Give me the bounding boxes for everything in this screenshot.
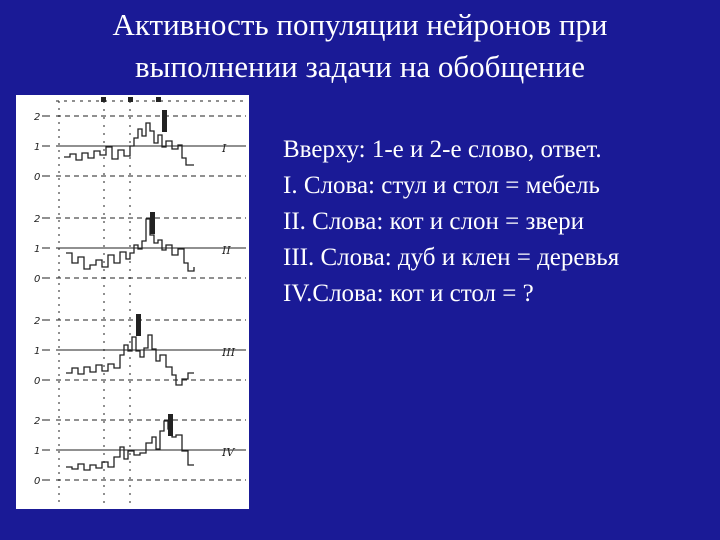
activity-trace bbox=[64, 123, 194, 165]
panel-label: IV bbox=[222, 446, 235, 459]
y-tick-label: 2 bbox=[34, 416, 41, 427]
y-tick-label: 1 bbox=[34, 346, 41, 357]
activity-spike bbox=[150, 212, 155, 234]
caption-line-2: II. Слова: кот и слон = звери bbox=[283, 208, 584, 235]
y-tick-label: 1 bbox=[34, 446, 41, 457]
y-tick-label: 1 bbox=[34, 244, 41, 255]
title-line-2: выполнении задачи на обобщение bbox=[135, 49, 585, 84]
caption-line-3: III. Слова: дуб и клен = деревья bbox=[283, 244, 620, 271]
y-tick-label: 0 bbox=[34, 274, 41, 285]
caption-line-4: IV.Слова: кот и стол = ? bbox=[283, 280, 534, 307]
y-tick-label: 0 bbox=[34, 376, 41, 387]
y-tick-label: 2 bbox=[34, 316, 41, 327]
panel-label: III bbox=[222, 346, 236, 359]
title-line-1: Активность популяции нейронов при bbox=[112, 7, 608, 42]
activity-spike bbox=[136, 314, 141, 336]
caption bbox=[283, 132, 619, 312]
y-tick-label: 0 bbox=[34, 172, 41, 183]
neuron-activity-figure bbox=[16, 95, 249, 509]
slide-title bbox=[0, 4, 720, 88]
y-tick-label: 0 bbox=[34, 476, 41, 487]
neuron-activity-plot bbox=[16, 95, 249, 509]
panel-label: II bbox=[222, 244, 231, 257]
caption-line-1: I. Слова: стул и стол = мебель bbox=[283, 172, 600, 199]
y-tick-label: 2 bbox=[34, 112, 41, 123]
y-tick-label: 1 bbox=[34, 142, 41, 153]
y-tick-label: 2 bbox=[34, 214, 41, 225]
panel-label: I bbox=[222, 142, 227, 155]
caption-line-0: Вверху: 1-е и 2-е слово, ответ. bbox=[283, 136, 602, 163]
activity-spike bbox=[162, 110, 167, 132]
response-marker bbox=[156, 97, 161, 102]
activity-spike bbox=[168, 414, 173, 436]
